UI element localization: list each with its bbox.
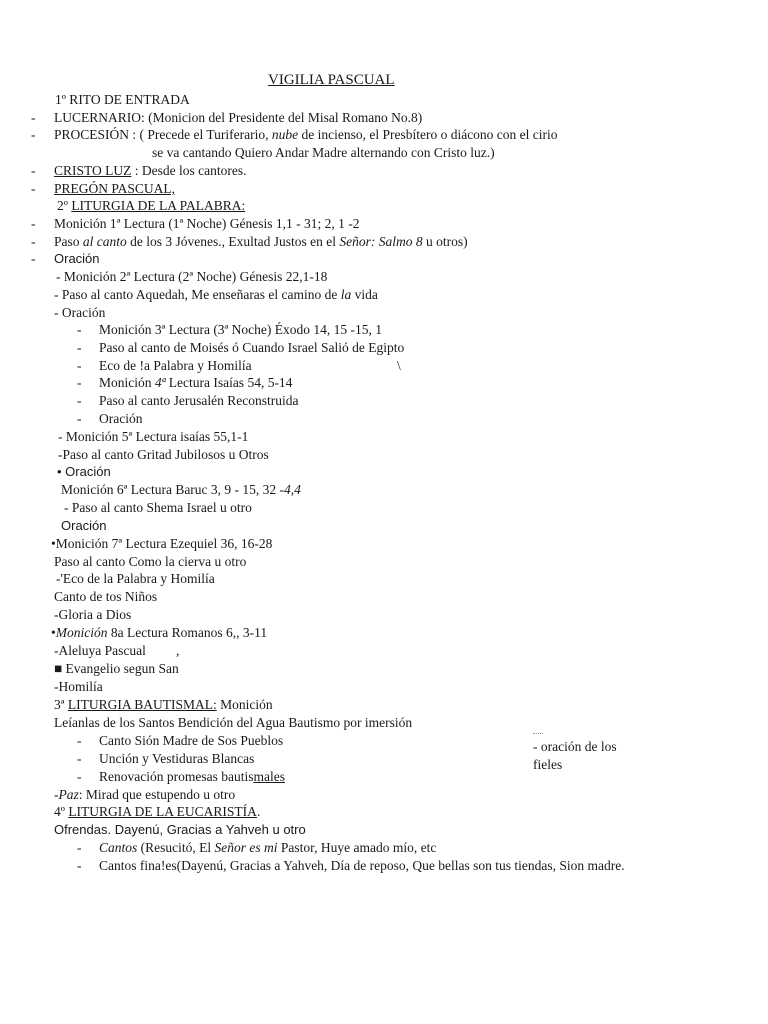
text-part: Monición: [216, 697, 273, 712]
text-part: Lectura Isaías 54, 5-14: [165, 375, 293, 390]
evangelio-text: ■ Evangelio segun San: [54, 661, 179, 676]
text-italic: Monición: [55, 625, 108, 640]
lectura-3-text: Monición 3ª Lectura (3ª Noche) Éxodo 14, 15 -15, 1: [99, 322, 383, 337]
oracion-text: • Oración: [57, 464, 111, 479]
side-note-marker: [533, 733, 543, 734]
document-title: VIGILIA PASCUAL: [268, 72, 395, 88]
section-label: LITURGIA DE LA PALABRA:: [71, 198, 246, 213]
stray-mark: ,: [176, 643, 180, 658]
text-part: .: [256, 804, 261, 819]
list-dash: -: [77, 858, 82, 873]
paz-text: [54, 786, 235, 803]
text-italic: la: [340, 287, 352, 302]
section-number: 3ª: [54, 697, 68, 712]
side-note-fieles: fieles: [533, 757, 563, 772]
section-label: LITURGIA BAUTISMAL:: [67, 697, 217, 712]
cristo-luz-label: CRISTO LUZ: [54, 163, 132, 178]
list-dash: -: [77, 340, 82, 355]
section-label: LITURGIA DE LA EUCARISTÍA: [68, 804, 257, 819]
canto-sion-text: Canto Sión Madre de Sos Pueblos: [99, 733, 284, 748]
section-heading-liturgia-palabra: [57, 197, 245, 214]
procesion-continuation: se va cantando Quiero Andar Madre alternando con Cristo luz.): [152, 145, 495, 160]
text-part: 8a Lectura Romanos 6,, 3-11: [107, 625, 268, 640]
list-dash: -: [77, 358, 82, 373]
list-dash: -: [31, 127, 36, 142]
procesion-part: PROCESIÓN : ( Precede el Turiferario,: [54, 127, 272, 142]
procesion-part: de incienso, el Presbítero o diácono con el cirio: [298, 127, 558, 142]
text-italic: Paz: [58, 787, 79, 802]
procesion-text: [54, 126, 558, 143]
oracion-text: Oración: [61, 518, 107, 533]
paso-canto-gritad-text: -Paso al canto Gritad Jubilosos u Otros: [58, 447, 269, 462]
lectura-7-text: •Monición 7ª Lectura Ezequiel 36, 16-28: [51, 536, 273, 551]
cantos-text: [99, 839, 436, 856]
list-dash: -: [77, 393, 82, 408]
text-part: Paso: [54, 234, 83, 249]
section-heading-liturgia-eucaristia: [54, 803, 260, 820]
text-italic: Señor: Salmo 8: [339, 234, 423, 249]
lectura-4-text: [99, 374, 292, 391]
list-dash: -: [31, 163, 36, 178]
text-part: -: [54, 787, 59, 802]
side-note-oracion: - oración de los: [533, 739, 617, 754]
eco-palabra-text: Eco de !a Palabra y Homilía: [99, 358, 252, 373]
bullet: •: [51, 625, 56, 640]
text-underlined: males: [253, 769, 285, 784]
oracion-text: Oración: [99, 411, 143, 426]
list-dash: -: [31, 216, 36, 231]
procesion-italic: nube: [271, 127, 299, 142]
cristo-luz-desc: : Desde los cantores.: [131, 163, 247, 178]
list-dash: -: [77, 322, 82, 337]
text-part: Renovación promesas bautis: [99, 769, 254, 784]
ofrendas-text: Ofrendas. Dayenú, Gracias a Yahveh u otro: [54, 822, 306, 837]
paso-canto-jerusalen-text: Paso al canto Jerusalén Reconstruida: [99, 393, 299, 408]
lectura-6-text: [61, 481, 301, 498]
paso-canto-cierva-text: Paso al canto Como la cierva u otro: [54, 554, 247, 569]
paso-canto-aquedah-text: [54, 286, 378, 303]
text-italic: Señor es mi: [214, 840, 278, 855]
text-part: - Paso al canto Aquedah, Me enseñaras el camino de: [54, 287, 341, 302]
list-dash: -: [77, 733, 82, 748]
text-part: (Resucitó, El: [137, 840, 215, 855]
section-heading-liturgia-bautismal: [54, 696, 273, 713]
list-dash: -: [31, 251, 36, 266]
cristo-luz-text: [54, 162, 246, 179]
text-part: de los 3 Jóvenes., Exultad Justos en el: [126, 234, 340, 249]
renovacion-text: [99, 768, 285, 785]
eco-palabra-homilia-text: -'Eco de la Palabra y Homilía: [56, 571, 215, 586]
text-italic: 4,4: [284, 482, 301, 497]
list-dash: -: [77, 411, 82, 426]
lectura-1-text: Monición 1ª Lectura (1ª Noche) Génesis 1,1 - 31; 2, 1 -2: [54, 216, 360, 231]
pregon-pascual-text: PREGÓN PASCUAL,: [54, 181, 176, 196]
lectura-5-text: - Monición 5ª Lectura isaías 55,1-1: [58, 429, 249, 444]
text-part: Monición 6ª Lectura Baruc 3, 9 - 15, 32 -: [61, 482, 285, 497]
section-number: 4º: [54, 804, 69, 819]
cantos-finales-text: Cantos fina!es(Dayenú, Gracias a Yahveh, Día de reposo, Que bellas son tus tiendas, Sion madre.: [99, 858, 625, 873]
oracion-text: - Oración: [54, 305, 106, 320]
stray-mark: \: [397, 358, 401, 373]
text-italic: al canto: [82, 234, 127, 249]
list-dash: -: [77, 375, 82, 390]
section-number: 2º: [57, 198, 72, 213]
list-dash: -: [77, 840, 82, 855]
text-italic: 4ª: [154, 375, 166, 390]
paso-canto-moises-text: Paso al canto de Moisés ó Cuando Israel Salió de Egipto: [99, 340, 405, 355]
lectura-2-text: - Monición 2ª Lectura (2ª Noche) Génesis 22,1-18: [56, 269, 328, 284]
lucernario-text: LUCERNARIO: (Monicion del Presidente del Misal Romano No.8): [54, 110, 423, 125]
aleluya-text: -Aleluya Pascual: [54, 643, 146, 658]
text-part: Monición: [99, 375, 155, 390]
homilia-text: -Homilía: [54, 679, 103, 694]
lectura-8-text: [51, 624, 267, 641]
text-part: Pastor, Huye amado mío, etc: [277, 840, 437, 855]
text-italic: Cantos: [99, 840, 138, 855]
text-part: u otros): [422, 234, 468, 249]
uncion-text: Unción y Vestiduras Blancas: [99, 751, 255, 766]
list-dash: -: [77, 751, 82, 766]
gloria-text: -Gloria a Dios: [54, 607, 132, 622]
section-heading-rito-entrada: 1º RITO DE ENTRADA: [55, 92, 190, 107]
list-dash: -: [77, 769, 82, 784]
text-part: vida: [351, 287, 378, 302]
paso-canto-jovenes-text: [54, 233, 468, 250]
text-part: : Mirad que estupendo u otro: [78, 787, 236, 802]
letanias-text: Leíanlas de los Santos Bendición del Agua Bautismo por imersión: [54, 715, 413, 730]
list-dash: -: [31, 110, 36, 125]
canto-ninos-text: Canto de tos Niños: [54, 589, 158, 604]
list-dash: -: [31, 181, 36, 196]
paso-canto-shema-text: - Paso al canto Shema Israel u otro: [64, 500, 252, 515]
oracion-text: Oración: [54, 251, 100, 266]
list-dash: -: [31, 234, 36, 249]
